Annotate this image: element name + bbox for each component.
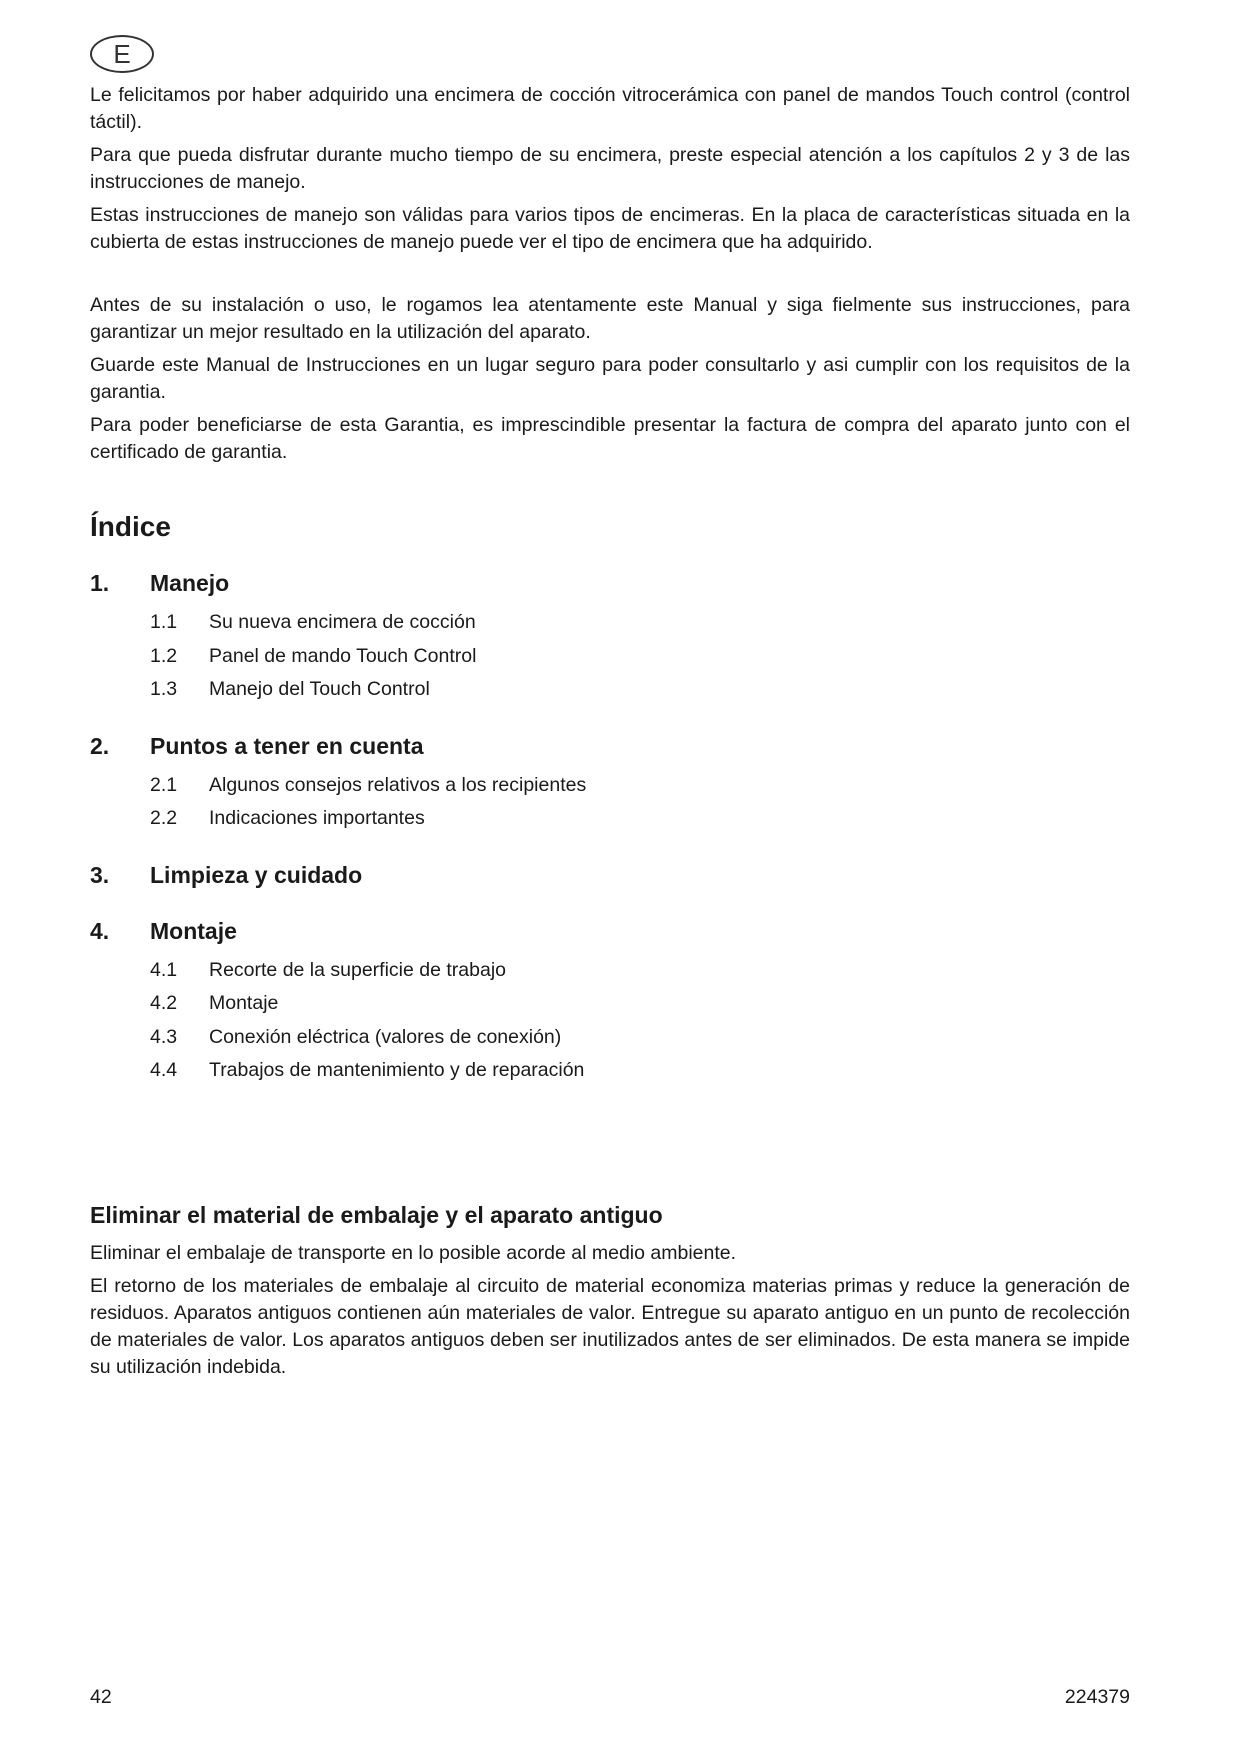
toc-section-number: 4. (90, 917, 110, 944)
toc-item[interactable] (90, 640, 1130, 674)
page-content (90, 82, 1130, 1387)
toc-item-label: Manejo del Touch Control (209, 678, 430, 700)
toc-subitems (90, 769, 1130, 836)
toc-item[interactable] (90, 673, 1130, 707)
warranty-section (90, 292, 1130, 466)
toc-section-manejo (90, 566, 1130, 707)
language-badge: E (90, 35, 154, 73)
toc-subitems (90, 954, 1130, 1088)
toc-item-label: Conexión eléctrica (valores de conexión) (209, 1025, 562, 1048)
toc-section-heading[interactable] (90, 566, 1130, 600)
index-title: Índice (90, 511, 171, 542)
toc-item[interactable] (90, 1021, 1130, 1055)
toc-section-heading[interactable] (90, 858, 1130, 892)
toc-section-number: 1. (90, 570, 110, 596)
toc-section-limpieza (90, 858, 1130, 892)
toc-section-montaje (90, 914, 1130, 1088)
toc-item-label: Indicaciones importantes (209, 807, 425, 829)
toc-section-number: 2. (90, 732, 110, 759)
toc-item-number: 1.3 (150, 678, 178, 700)
page-footer (90, 1685, 1130, 1709)
intro-section (90, 82, 1130, 256)
toc-section-title: Manejo (150, 570, 230, 596)
toc-section-title: Montaje (150, 917, 237, 944)
toc-section-puntos (90, 729, 1130, 836)
toc-item-label: Montaje (209, 992, 279, 1014)
disposal-section (90, 1240, 1130, 1381)
table-of-contents (90, 566, 1130, 1088)
toc-item[interactable] (90, 606, 1130, 640)
toc-section-number: 3. (90, 861, 110, 888)
toc-item-number: 4.1 (150, 958, 178, 981)
warranty-paragraph: Para poder beneficiarse de esta Garantia, es imprescindible presentar la factura de compra del aparato junto con el certificado de garantia. (90, 414, 1130, 463)
toc-item-number: 1.1 (150, 611, 178, 633)
disposal-title: Eliminar el material de embalaje y el aparato antiguo (90, 1201, 663, 1228)
toc-item-label: Trabajos de mantenimiento y de reparación (209, 1059, 585, 1081)
toc-item-label: Panel de mando Touch Control (209, 644, 477, 667)
toc-item-number: 4.2 (150, 992, 178, 1014)
warranty-paragraph: Antes de su instalación o uso, le rogamos lea atentamente este Manual y siga fielmente sus instrucciones, para garantizar un mejor resultado en la utilización del aparato. (90, 294, 1130, 343)
toc-item-label: Algunos consejos relativos a los recipientes (209, 773, 587, 796)
page-number: 42 (90, 1686, 112, 1708)
disposal-paragraph: El retorno de los materiales de embalaje al circuito de material economiza materias primas y reduce la generación de residuos. Aparatos antiguos contienen aún materiales de valor. Entregue su aparato antiguo en un punto de recolección de materiales de valor. Los aparatos antiguos deben ser inutilizados antes de ser eliminados. De esta manera se impide su utilización indebida. (90, 1274, 1130, 1378)
document-code: 224379 (1064, 1686, 1130, 1708)
toc-item-number: 2.2 (150, 807, 178, 829)
toc-item[interactable] (90, 954, 1130, 988)
toc-item-label: Su nueva encimera de cocción (209, 611, 476, 633)
toc-section-heading[interactable] (90, 729, 1130, 763)
toc-section-title: Limpieza y cuidado (150, 861, 363, 888)
toc-item-number: 2.1 (150, 773, 178, 796)
toc-item-label: Recorte de la superficie de trabajo (209, 958, 507, 981)
toc-item-number: 4.3 (150, 1025, 178, 1048)
toc-section-heading[interactable] (90, 914, 1130, 948)
toc-item-number: 1.2 (150, 644, 178, 667)
toc-item[interactable] (90, 987, 1130, 1021)
toc-item-number: 4.4 (150, 1059, 178, 1081)
toc-item[interactable] (90, 769, 1130, 803)
intro-paragraph: Para que pueda disfrutar durante mucho tiempo de su encimera, preste especial atención a los capítulos 2 y 3 de las instrucciones de manejo. (90, 144, 1130, 193)
toc-section-title: Puntos a tener en cuenta (150, 732, 424, 759)
intro-paragraph: Estas instrucciones de manejo son válidas para varios tipos de encimeras. En la placa de características situada en la cubierta de estas instrucciones de manejo puede ver el tipo de encimera que ha adquirido. (90, 204, 1130, 253)
disposal-paragraph: Eliminar el embalaje de transporte en lo posible acorde al medio ambiente. (90, 1241, 737, 1264)
intro-paragraph: Le felicitamos por haber adquirido una encimera de cocción vitrocerámica con panel de mandos Touch control (control táctil). (90, 84, 1130, 133)
toc-subitems (90, 606, 1130, 707)
toc-item[interactable] (90, 1054, 1130, 1088)
warranty-paragraph: Guarde este Manual de Instrucciones en un lugar seguro para poder consultarlo y asi cumplir con los requisitos de la garantia. (90, 354, 1130, 403)
toc-item[interactable] (90, 802, 1130, 836)
